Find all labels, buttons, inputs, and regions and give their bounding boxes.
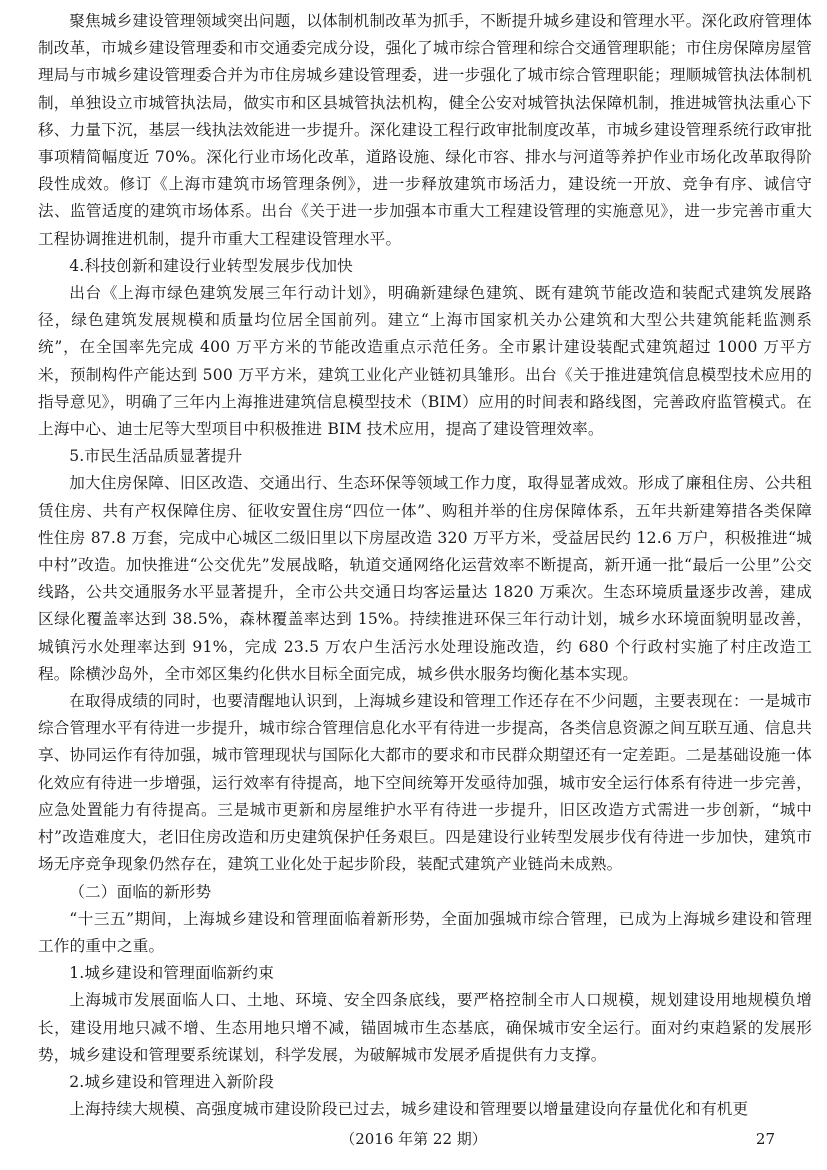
paragraph-reform-intro: 聚焦城乡建设管理领域突出问题，以体制机制改革为抓手，不断提升城乡建设和管理水平。深化政府管理体制改革，市城乡建设管理委和市交通委完成分设，强化了城市综合管理和综合交通管理职能；市住房保障房屋管理局与市城乡建设管理委合并为市住房城乡建设管理委，进一步强化了城市综合管理职能；理顺城管执法体制机制，单独设立市城管执法局，做实市和区县城管执法机构，健全公安对城管执法保障机制，推进城管执法重心下移、力量下沉，基层一线执法效能进一步提升。深化建设工程行政审批制度改革，市城乡建设管理系统行政审批事项精简幅度近 70%。深化行业市场化改革，道路设施、绿化市容、排水与河道等养护作业市场化改革取得阶段性成效。修订《上海市建筑市场管理条例》，进一步释放建筑市场活力，建设统一开放、竞争有序、诚信守法、监管适度的建筑市场体系。出台《关于进一步加强本市重大工程建设管理的实施意见》，进一步完善市重大工程协调推进机制，提升市重大工程建设管理水平。 bbox=[38, 12, 812, 248]
paragraph-tech-innovation: 出台《上海市绿色建筑发展三年行动计划》，明确新建绿色建筑、既有建筑节能改造和装配式建筑发展路径，绿色建筑发展规模和质量均位居全国前列。建立“上海市国家机关办公建筑和大型公共建筑能耗监测系统”，在全国率先完成 400 万平方米的节能改造重点示范任务。全市累计建设装配式建筑超过 1000 万平方米，预制构件产能达到 500 万平方米，建筑工业化产业链初具雏形。出台《关于推进建筑信息模型技术应用的指导意见》，明确了三年内上海推进建筑信息模型技术（BIM）应用的时间表和路线图，完善政府监管模式。在上海中心、迪士尼等大型项目中积极推进 BIM 技术应用，提高了建设管理效率。 bbox=[38, 284, 812, 439]
paragraph-problems: 在取得成绩的同时，也要清醒地认识到，上海城乡建设和管理工作还存在不少问题，主要表现在：一是城市综合管理水平有待进一步提升，城市综合管理信息化水平有待进一步提高，各类信息资源之间互联互通、信息共享、协同运作有待加强，城市管理现状与国际化大都市的要求和市民群众期望还有一定差距。二是基础设施一体化效应有待进一步增强，运行效率有待提高，地下空间统筹开发亟待加强，城市安全运行体系有待进一步完善，应急处置能力有待提高。三是城市更新和房屋维护水平有待进一步提升，旧区改造方式需进一步创新，“城中村”改造难度大，老旧住房改造和历史建筑保护任务艰巨。四是建设行业转型发展步伐有待进一步加快，建筑市场无序竞争现象仍然存在，建筑工业化处于起步阶段，装配式建筑产业链尚未成熟。 bbox=[38, 692, 812, 874]
heading-new-constraints: 1.城乡建设和管理面临新约束 bbox=[69, 964, 274, 983]
heading-new-situation: （二）面临的新形势 bbox=[69, 882, 212, 901]
paragraph-living-quality: 加大住房保障、旧区改造、交通出行、生态环保等领域工作力度，取得显著成效。形成了廉租住房、公共租赁住房、共有产权保障住房、征收安置住房“四位一体”、购租并举的住房保障体系，五年共新建筹措各类保障性住房 87.8 万套，完成中心城区二级旧里以下房屋改造 320 万平方米，受益居民约 12.6 万户，积极推进“城中村”改造。加快推进“公交优先”发展战略，轨道交通网络化运营效率不断提高，新开通一批“最后一公里”公交线路，公共交通服务水平显著提升，全市公共交通日均客运量达 1820 万乘次。生态环境质量逐步改善，建成区绿化覆盖率达到 38.5%，森林覆盖率达到 15%。持续推进环保三年行动计划，城乡水环境面貌明显改善，城镇污水处理率达到 91%，完成 23.5 万农户生活污水处理设施改造，约 680 个行政村实施了村庄改造工程。除横沙岛外，全市郊区集约化供水目标全面完成，城乡供水服务均衡化基本实现。 bbox=[38, 474, 812, 683]
paragraph-new-situation: “十三五”期间，上海城乡建设和管理面临着新形势，全面加强城市综合管理，已成为上海城乡建设和管理工作的重中之重。 bbox=[38, 909, 812, 955]
paragraph-new-constraints: 上海城市发展面临人口、土地、环境、安全四条底线，要严格控制全市人口规模，规划建设用地规模负增长，建设用地只减不增、生态用地只增不减，锚固城市生态基底，确保城市安全运行。面对约束趋紧的发展形势，城乡建设和管理要系统谋划，科学发展，为破解城市发展矛盾提供有力支撑。 bbox=[38, 991, 812, 1064]
heading-living-quality: 5.市民生活品质显著提升 bbox=[69, 447, 243, 466]
heading-tech-innovation: 4.科技创新和建设行业转型发展步伐加快 bbox=[69, 256, 353, 275]
heading-new-stage: 2.城乡建设和管理进入新阶段 bbox=[69, 1072, 274, 1091]
footer-page-number: 27 bbox=[755, 1130, 775, 1148]
paragraph-new-stage: 上海持续大规模、高强度城市建设阶段已过去，城乡建设和管理要以增量建设向存量优化和有机更 bbox=[69, 1100, 749, 1119]
document-page bbox=[38, 8, 812, 1123]
footer-issue-label: （2016 年第 22 期） bbox=[340, 1130, 487, 1148]
